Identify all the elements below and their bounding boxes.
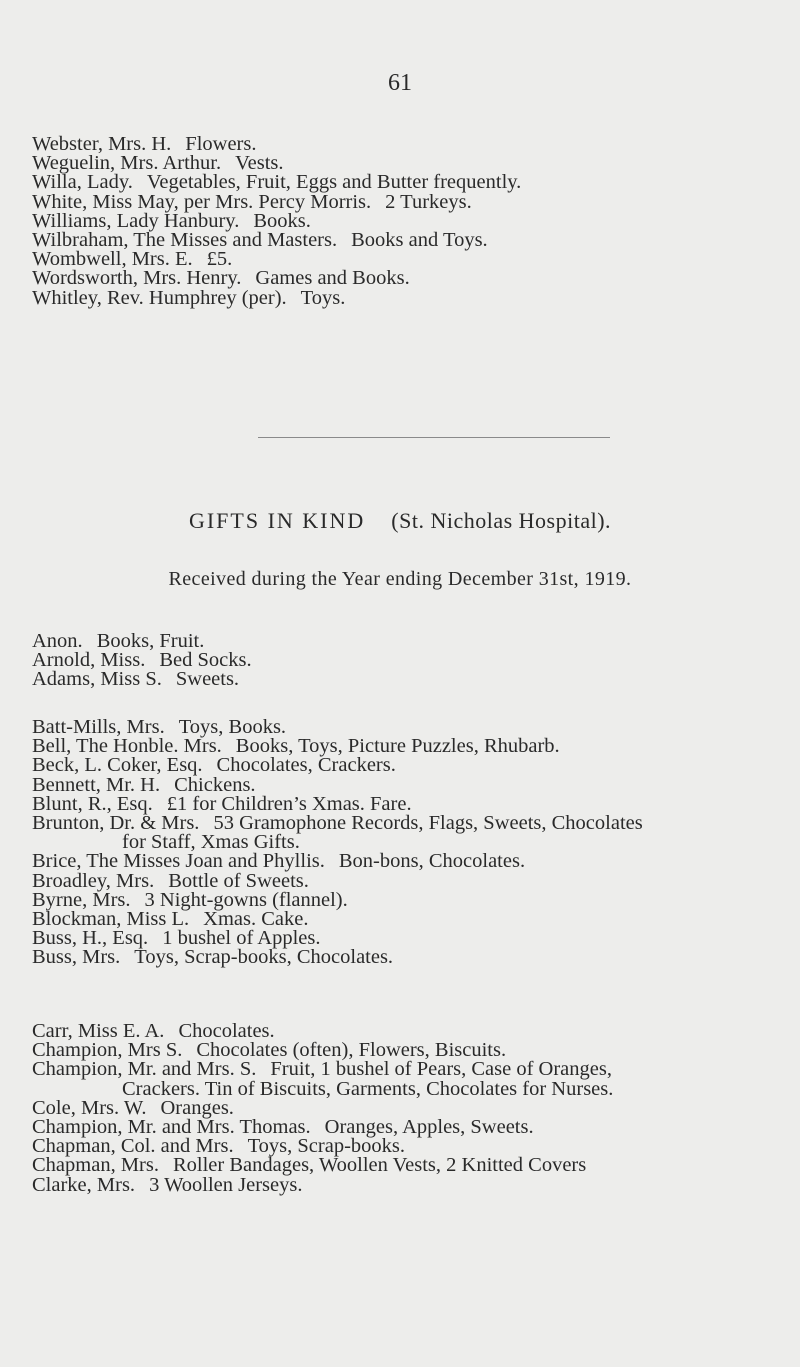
gift-description: Bottle of Sweets. xyxy=(168,869,309,892)
donor-name: Blunt, R., Esq. xyxy=(32,792,153,815)
page-number: 61 xyxy=(388,70,412,96)
gift-description: Roller Bandages, Woollen Vests, 2 Knitted Covers xyxy=(172,1154,587,1177)
donor-name: Wordsworth, Mrs. Henry. xyxy=(32,267,242,290)
donor-name: Broadley, Mrs. xyxy=(32,869,155,892)
gift-description: Sweets. xyxy=(175,668,240,691)
gift-description: Books and Toys. xyxy=(351,229,488,252)
gift-description: 1 bushel of Apples. xyxy=(162,927,321,950)
gift-description: Books. xyxy=(253,209,311,232)
donor-name: Adams, Miss S. xyxy=(32,668,162,691)
gift-description: Oranges, Apples, Sweets. xyxy=(324,1116,534,1139)
donor-name: Williams, Lady Hanbury. xyxy=(32,209,240,232)
gift-continuation: Crackers. Tin of Biscuits, Garments, Chocolates for Nurses. xyxy=(122,1077,614,1100)
donor-name: Batt-Mills, Mrs. xyxy=(32,716,165,738)
gift-description: £5. xyxy=(206,248,233,271)
gift-description: Bed Socks. xyxy=(159,649,252,672)
gift-description: Flowers. xyxy=(185,133,257,155)
gift-description: £1 for Children’s Xmas. Fare. xyxy=(166,792,412,815)
gift-description: Toys, Scrap-books, Chocolates. xyxy=(134,946,394,969)
gift-description: Chocolates, Crackers. xyxy=(216,754,396,777)
donor-name: Bell, The Honble. Mrs. xyxy=(32,735,222,758)
donor-name: Carr, Miss E. A. xyxy=(32,1020,165,1042)
donor-name: Weguelin, Mrs. Arthur. xyxy=(32,152,222,175)
section-divider xyxy=(258,437,610,438)
gift-description: Fruit, 1 bushel of Pears, Case of Oranges, xyxy=(270,1058,612,1081)
donor-name: Blockman, Miss L. xyxy=(32,908,190,931)
gift-continuation: for Staff, Xmas Gifts. xyxy=(122,831,300,854)
donor-group-a xyxy=(32,632,792,690)
gift-description: 53 Gramophone Records, Flags, Sweets, Chocolates xyxy=(213,812,643,835)
donor-name: Webster, Mrs. H. xyxy=(32,133,172,155)
gift-description: Chocolates (often), Flowers, Biscuits. xyxy=(196,1039,507,1062)
gift-description: Xmas. Cake. xyxy=(203,908,309,931)
donor-group-b xyxy=(32,718,792,968)
donor-list-continued xyxy=(32,135,792,308)
donor-name: Chapman, Col. and Mrs. xyxy=(32,1135,234,1158)
gift-description: Games and Books. xyxy=(255,267,410,290)
donor-entry xyxy=(32,814,792,852)
gift-description: 3 Woollen Jerseys. xyxy=(149,1173,303,1196)
donor-entry xyxy=(32,670,792,689)
section-heading: GIFTS IN KIND xyxy=(188,508,366,533)
received-line: Received during the Year ending December 31st, 1919. xyxy=(168,568,632,590)
donor-name: Whitley, Rev. Humphrey (per). xyxy=(32,286,287,309)
donor-entry xyxy=(32,1060,792,1098)
gift-description: Toys, Scrap-books. xyxy=(247,1135,406,1158)
donor-name: Clarke, Mrs. xyxy=(32,1173,136,1196)
donor-name: Cole, Mrs. W. xyxy=(32,1096,147,1119)
donor-name: Bennett, Mr. H. xyxy=(32,773,161,796)
donor-name: Willa, Lady. xyxy=(32,171,133,194)
gift-description: Books, Toys, Picture Puzzles, Rhubarb. xyxy=(235,735,560,758)
donor-entry xyxy=(32,1173,792,1196)
gift-description: 2 Turkeys. xyxy=(385,190,472,213)
donor-name: Buss, H., Esq. xyxy=(32,927,149,950)
donor-group-c xyxy=(32,1022,792,1195)
gift-description: Chickens. xyxy=(174,773,256,796)
gift-description: 3 Night-gowns (flannel). xyxy=(144,888,348,911)
donor-entry xyxy=(32,869,792,892)
gift-description: Toys, Books. xyxy=(178,716,287,738)
donor-name: Byrne, Mrs. xyxy=(32,888,131,911)
gift-description: Vegetables, Fruit, Eggs and Butter frequently. xyxy=(146,171,522,194)
donor-name: White, Miss May, per Mrs. Percy Morris. xyxy=(32,190,372,213)
donor-entry xyxy=(32,1156,792,1175)
gift-description: Books, Fruit. xyxy=(96,630,205,652)
donor-name: Brice, The Misses Joan and Phyllis. xyxy=(32,850,325,873)
donor-name: Wombwell, Mrs. E. xyxy=(32,248,193,271)
gift-description: Bon-bons, Chocolates. xyxy=(338,850,526,873)
donor-name: Champion, Mr. and Mrs. S. xyxy=(32,1058,257,1081)
donor-name: Brunton, Dr. & Mrs. xyxy=(32,812,200,835)
donor-name: Chapman, Mrs. xyxy=(32,1154,159,1177)
donor-name: Arnold, Miss. xyxy=(32,649,146,672)
gift-description: Vests. xyxy=(235,152,284,175)
donor-name: Anon. xyxy=(32,630,83,652)
gift-description: Chocolates. xyxy=(178,1020,275,1042)
donor-entry xyxy=(32,948,792,967)
section-subheading: (St. Nicholas Hospital). xyxy=(391,508,612,533)
section-title xyxy=(0,508,800,534)
gift-description: Oranges. xyxy=(160,1096,234,1119)
donor-entry xyxy=(32,632,792,651)
donor-name: Champion, Mrs S. xyxy=(32,1039,183,1062)
gift-description: Toys. xyxy=(300,286,346,309)
donor-entry xyxy=(32,286,792,309)
donor-name: Champion, Mr. and Mrs. Thomas. xyxy=(32,1116,311,1139)
donor-name: Buss, Mrs. xyxy=(32,946,121,969)
donor-name: Beck, L. Coker, Esq. xyxy=(32,754,203,777)
donor-name: Wilbraham, The Misses and Masters. xyxy=(32,229,338,252)
